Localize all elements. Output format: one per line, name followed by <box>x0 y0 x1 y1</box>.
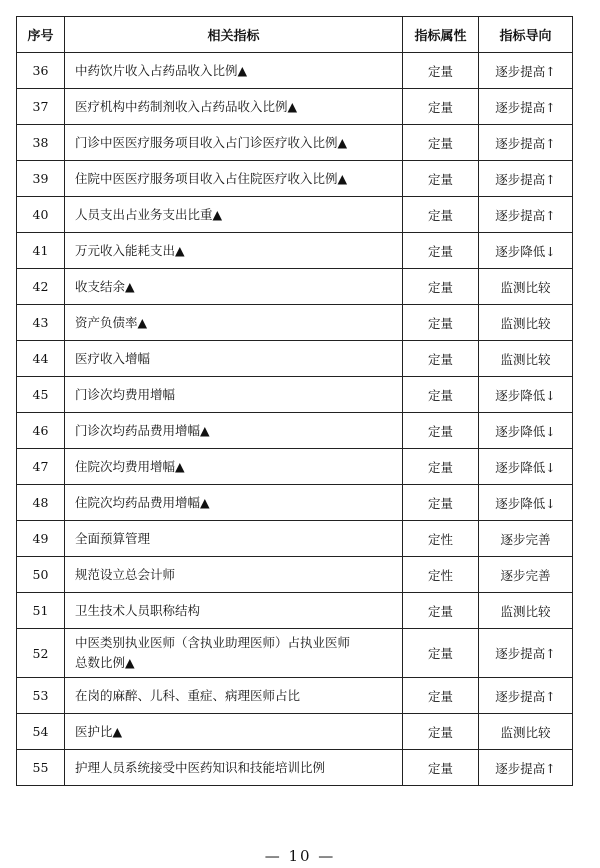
row-direction: 监测比较 <box>479 341 573 377</box>
table-row <box>17 377 573 413</box>
row-indicator: 医护比▲ <box>65 714 403 750</box>
row-number: 41 <box>17 233 65 269</box>
row-attribute: 定量 <box>403 714 479 750</box>
row-attribute: 定量 <box>403 89 479 125</box>
row-number: 40 <box>17 197 65 233</box>
table-row <box>17 521 573 557</box>
row-direction: 逐步提高↑ <box>479 89 573 125</box>
row-number: 44 <box>17 341 65 377</box>
row-number: 49 <box>17 521 65 557</box>
row-number: 45 <box>17 377 65 413</box>
table-header-row <box>17 17 573 53</box>
row-number: 55 <box>17 750 65 786</box>
row-indicator: 在岗的麻醉、儿科、重症、病理医师占比 <box>65 678 403 714</box>
row-direction: 监测比较 <box>479 305 573 341</box>
table-row <box>17 269 573 305</box>
row-number: 39 <box>17 161 65 197</box>
row-attribute: 定量 <box>403 678 479 714</box>
row-direction: 逐步提高↑ <box>479 161 573 197</box>
row-direction: 逐步提高↑ <box>479 53 573 89</box>
header-direction: 指标导向 <box>479 17 573 53</box>
row-direction: 逐步提高↑ <box>479 629 573 678</box>
row-indicator: 医疗收入增幅 <box>65 341 403 377</box>
row-direction: 逐步降低↓ <box>479 485 573 521</box>
table-row <box>17 557 573 593</box>
table-row <box>17 449 573 485</box>
row-indicator: 收支结余▲ <box>65 269 403 305</box>
row-direction: 逐步提高↑ <box>479 125 573 161</box>
row-indicator: 资产负债率▲ <box>65 305 403 341</box>
row-direction: 逐步降低↓ <box>479 449 573 485</box>
row-indicator: 门诊中医医疗服务项目收入占门诊医疗收入比例▲ <box>65 125 403 161</box>
row-indicator: 住院次均费用增幅▲ <box>65 449 403 485</box>
row-direction: 逐步提高↑ <box>479 750 573 786</box>
table-row <box>17 341 573 377</box>
table-row <box>17 197 573 233</box>
row-indicator: 万元收入能耗支出▲ <box>65 233 403 269</box>
table-row <box>17 485 573 521</box>
table-row <box>17 678 573 714</box>
row-direction: 逐步完善 <box>479 557 573 593</box>
row-attribute: 定量 <box>403 413 479 449</box>
row-attribute: 定量 <box>403 341 479 377</box>
row-indicator: 门诊次均药品费用增幅▲ <box>65 413 403 449</box>
row-number: 54 <box>17 714 65 750</box>
row-direction: 监测比较 <box>479 714 573 750</box>
row-number: 52 <box>17 629 65 678</box>
row-direction: 逐步降低↓ <box>479 233 573 269</box>
indicator-table <box>16 16 573 786</box>
row-number: 53 <box>17 678 65 714</box>
row-attribute: 定量 <box>403 53 479 89</box>
row-attribute: 定量 <box>403 269 479 305</box>
row-number: 37 <box>17 89 65 125</box>
row-attribute: 定量 <box>403 629 479 678</box>
table-row <box>17 305 573 341</box>
table-row <box>17 161 573 197</box>
table-row <box>17 593 573 629</box>
table-row <box>17 89 573 125</box>
row-attribute: 定量 <box>403 449 479 485</box>
row-indicator: 卫生技术人员职称结构 <box>65 593 403 629</box>
row-indicator: 护理人员系统接受中医药知识和技能培训比例 <box>65 750 403 786</box>
row-number: 43 <box>17 305 65 341</box>
row-attribute: 定量 <box>403 750 479 786</box>
row-direction: 逐步完善 <box>479 521 573 557</box>
row-indicator: 中药饮片收入占药品收入比例▲ <box>65 53 403 89</box>
row-indicator: 全面预算管理 <box>65 521 403 557</box>
row-number: 50 <box>17 557 65 593</box>
row-number: 47 <box>17 449 65 485</box>
row-direction: 逐步降低↓ <box>479 377 573 413</box>
row-number: 36 <box>17 53 65 89</box>
header-no: 序号 <box>17 17 65 53</box>
row-indicator: 规范设立总会计师 <box>65 557 403 593</box>
row-indicator: 住院中医医疗服务项目收入占住院医疗收入比例▲ <box>65 161 403 197</box>
table-row <box>17 714 573 750</box>
row-indicator: 住院次均药品费用增幅▲ <box>65 485 403 521</box>
row-attribute: 定性 <box>403 557 479 593</box>
row-number: 48 <box>17 485 65 521</box>
page-number: — 10 — <box>264 847 336 865</box>
row-attribute: 定量 <box>403 305 479 341</box>
row-direction: 监测比较 <box>479 269 573 305</box>
row-attribute: 定量 <box>403 233 479 269</box>
table-row <box>17 629 573 678</box>
row-attribute: 定量 <box>403 377 479 413</box>
row-number: 42 <box>17 269 65 305</box>
row-number: 38 <box>17 125 65 161</box>
table-row <box>17 413 573 449</box>
row-number: 46 <box>17 413 65 449</box>
row-direction: 逐步提高↑ <box>479 678 573 714</box>
header-attribute: 指标属性 <box>403 17 479 53</box>
row-number: 51 <box>17 593 65 629</box>
row-direction: 监测比较 <box>479 593 573 629</box>
row-indicator: 门诊次均费用增幅 <box>65 377 403 413</box>
row-attribute: 定量 <box>403 485 479 521</box>
table-row <box>17 233 573 269</box>
row-attribute: 定量 <box>403 593 479 629</box>
row-attribute: 定量 <box>403 125 479 161</box>
row-direction: 逐步降低↓ <box>479 413 573 449</box>
row-attribute: 定量 <box>403 161 479 197</box>
table-row <box>17 750 573 786</box>
row-attribute: 定量 <box>403 197 479 233</box>
row-indicator: 人员支出占业务支出比重▲ <box>65 197 403 233</box>
row-indicator: 中医类别执业医师（含执业助理医师）占执业医师 总数比例▲ <box>65 629 403 678</box>
header-indicator: 相关指标 <box>65 17 403 53</box>
table-row <box>17 125 573 161</box>
table-row <box>17 53 573 89</box>
row-indicator: 医疗机构中药制剂收入占药品收入比例▲ <box>65 89 403 125</box>
row-attribute: 定性 <box>403 521 479 557</box>
row-direction: 逐步提高↑ <box>479 197 573 233</box>
